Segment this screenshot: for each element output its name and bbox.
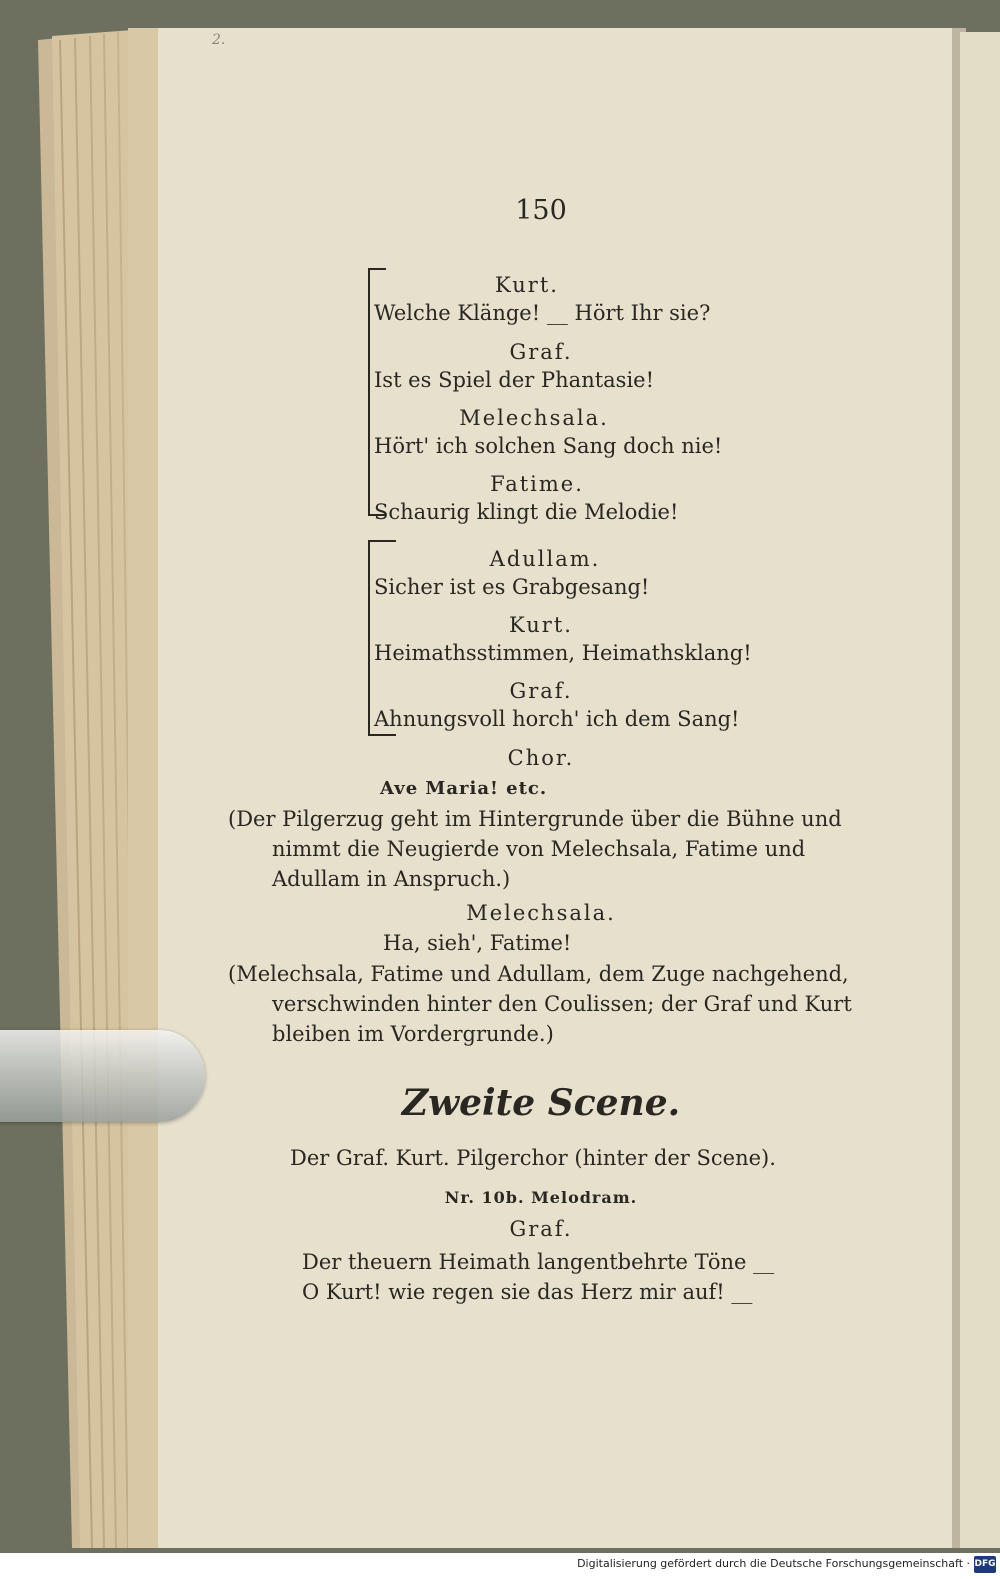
number-label: Nr. 10b. Melodram.	[444, 1188, 638, 1207]
bracket-top-1	[368, 268, 386, 270]
bracket-bottom-2	[368, 734, 396, 736]
dialogue-line: Ha, sieh', Fatime!	[383, 931, 572, 955]
stage-direction-line: (Der Pilgerzug geht im Hintergrunde über die Bühne und	[228, 807, 842, 831]
speaker-melechsala: Melechsala.	[459, 406, 609, 430]
dfg-logo: DFG	[974, 1556, 996, 1573]
scene-cast: Der Graf. Kurt. Pilgerchor (hinter der Scene).	[290, 1146, 776, 1170]
scene-heading: Zweite Scene.	[401, 1082, 681, 1124]
verse-line: Ist es Spiel der Phantasie!	[374, 368, 655, 392]
stage-direction-line: nimmt die Neugierde von Melechsala, Fatime und	[272, 837, 806, 861]
verse-line: Hört' ich solchen Sang doch nie!	[374, 434, 723, 458]
speaker-melechsala: Melechsala.	[466, 901, 616, 925]
verse-line: Heimathsstimmen, Heimathsklang!	[374, 641, 752, 665]
footer-bar	[0, 1553, 1000, 1579]
stage-direction-line: verschwinden hinter den Coulissen; der Graf und Kurt	[272, 992, 852, 1016]
speaker-fatime: Fatime.	[490, 472, 584, 496]
bracket-top-2	[368, 540, 396, 542]
speaker-kurt: Kurt.	[509, 613, 573, 637]
speaker-kurt: Kurt.	[495, 273, 559, 297]
dialogue-line: O Kurt! wie regen sie das Herz mir auf! __	[302, 1280, 753, 1304]
bracket-vertical-1	[368, 268, 370, 516]
verse-line: Welche Klänge! __ Hört Ihr sie?	[374, 301, 711, 325]
stage-direction-line: (Melechsala, Fatime und Adullam, dem Zuge nachgehend,	[228, 962, 849, 986]
page-clip	[0, 1030, 205, 1122]
stage-direction-line: Adullam in Anspruch.)	[272, 867, 511, 891]
verse-line: Sicher ist es Grabgesang!	[374, 575, 650, 599]
verse-line: Ahnungsvoll horch' ich dem Sang!	[374, 707, 740, 731]
verse-line: Schaurig klingt die Melodie!	[374, 500, 679, 524]
bracket-vertical-2	[368, 540, 370, 736]
speaker-adullam: Adullam.	[489, 547, 601, 571]
facing-page-edge	[960, 32, 1000, 1548]
chorus-line: Ave Maria! etc.	[380, 778, 548, 799]
stage-direction-line: bleiben im Vordergrunde.)	[272, 1022, 554, 1046]
funding-note: Digitalisierung gefördert durch die Deutsche Forschungsgemeinschaft ·	[577, 1557, 970, 1570]
speaker-chor: Chor.	[507, 746, 575, 770]
page-number: 150	[515, 195, 567, 226]
speaker-graf: Graf.	[509, 1217, 573, 1241]
speaker-graf: Graf.	[509, 340, 573, 364]
pencil-mark: 2.	[212, 32, 226, 48]
book-page	[158, 28, 960, 1548]
speaker-graf: Graf.	[509, 679, 573, 703]
dialogue-line: Der theuern Heimath langentbehrte Töne __	[302, 1250, 775, 1274]
